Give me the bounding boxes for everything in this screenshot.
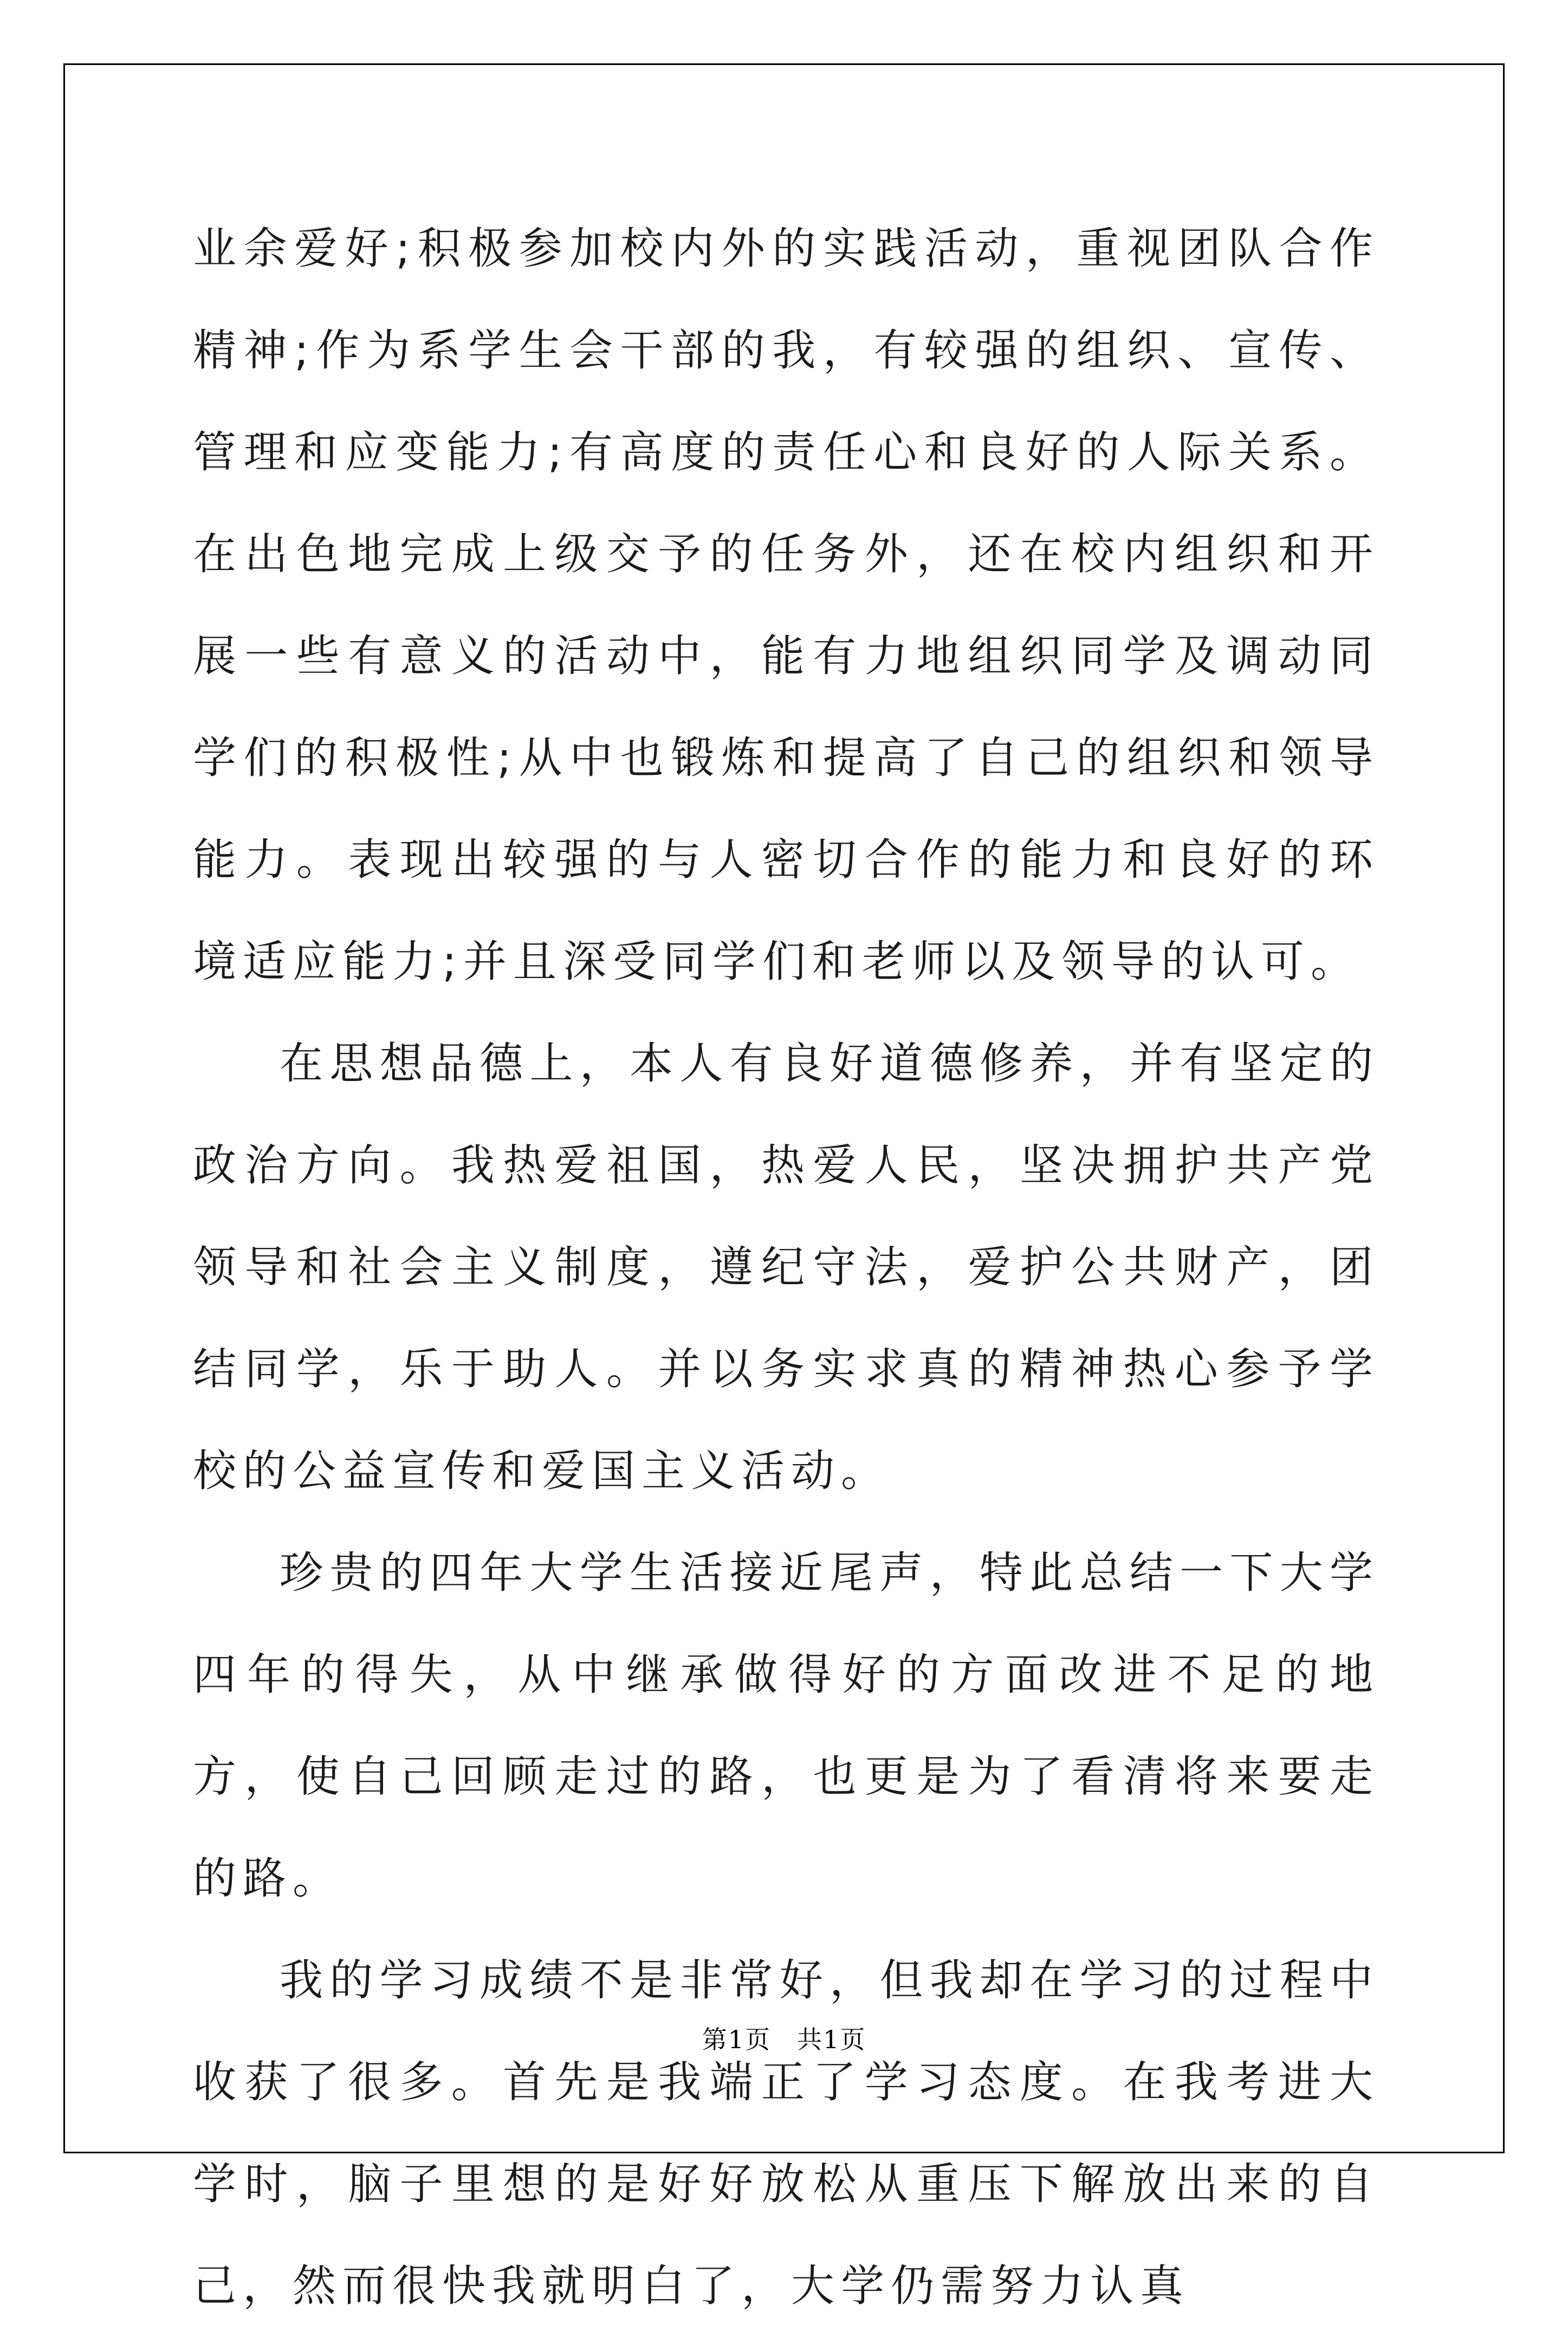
page-number-label: 第1页	[702, 2025, 771, 2054]
page-footer	[0, 2020, 1568, 2056]
page-total-label: 共1页	[797, 2025, 866, 2054]
paragraph-3: 珍贵的四年大学生活接近尾声，特此总结一下大学四年的得失，从中继承做得好的方面改进不足的地方，使自己回顾走过的路，也更是为了看清将来要走的路。	[193, 1548, 1379, 1904]
paragraph-2: 在思想品德上，本人有良好道德修养，并有坚定的政治方向。我热爱祖国，热爱人民，坚决拥护共产党领导和社会主义制度，遵纪守法，爱护公共财产，团结同学，乐于助人。并以务实求真的精神热心参予学校的公益宣传和爱国主义活动。	[193, 1038, 1379, 1496]
document-body	[193, 198, 1379, 2337]
paragraph-4: 我的学习成绩不是非常好，但我却在学习的过程中收获了很多。首先是我端正了学习态度。在我考进大学时，脑子里想的是好好放松从重压下解放出来的自己，然而很快我就明白了，大学仍需努力认真	[193, 1955, 1379, 2311]
paragraph-1: 业余爱好;积极参加校内外的实践活动，重视团队合作精神;作为系学生会干部的我，有较强的组织、宣传、管理和应变能力;有高度的责任心和良好的人际关系。在出色地完成上级交予的任务外，还在校内组织和开展一些有意义的活动中，能有力地组织同学及调动同学们的积极性;从中也锻炼和提高了自己的组织和领导能力。表现出较强的与人密切合作的能力和良好的环境适应能力;并且深受同学们和老师以及领导的认可。	[193, 223, 1379, 987]
